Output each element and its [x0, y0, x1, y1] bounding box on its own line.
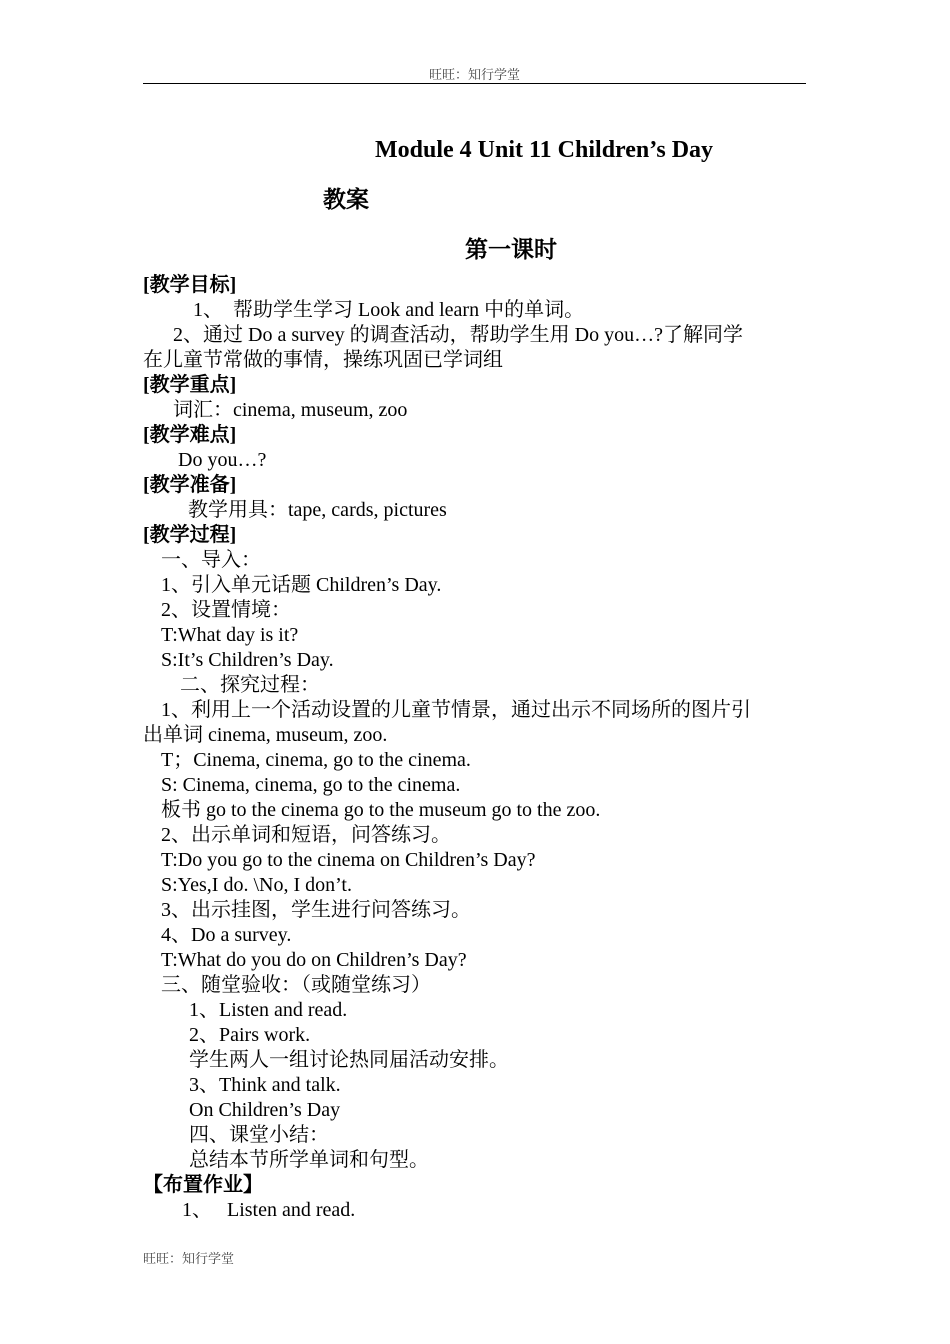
objective-item: 1、 帮助学生学习 Look and learn 中的单词。	[193, 299, 585, 321]
process-line: 板书 go to the cinema go to the museum go to the zoo.	[161, 799, 601, 821]
objectives-heading: [教学目标]	[143, 274, 237, 296]
process-line: T；Cinema, cinema, go to the cinema.	[161, 749, 471, 771]
process-line: 一、导入：	[161, 549, 261, 571]
preparation-text: 教学用具：tape, cards, pictures	[188, 499, 447, 521]
lesson-title: 第一课时	[465, 237, 557, 262]
process-line: 四、课堂小结：	[189, 1124, 329, 1146]
key-points-heading: [教学重点]	[143, 374, 237, 396]
process-line: 4、Do a survey.	[161, 924, 292, 946]
document-title: Module 4 Unit 11 Children’s Day	[375, 137, 714, 163]
process-line: 3、出示挂图，学生进行问答练习。	[161, 899, 471, 921]
process-line: 1、利用上一个活动设置的儿童节情景，通过出示不同场所的图片引	[161, 699, 751, 721]
preparation-heading: [教学准备]	[143, 474, 237, 496]
difficulties-text: Do you…?	[178, 449, 267, 471]
homework-heading: 【布置作业】	[143, 1174, 263, 1196]
process-line: 2、设置情境：	[161, 599, 291, 621]
process-line: On Children’s Day	[189, 1099, 341, 1121]
process-line: 1、Listen and read.	[189, 999, 348, 1021]
process-line: S: Cinema, cinema, go to the cinema.	[161, 774, 461, 796]
homework-item: 1、 Listen and read.	[182, 1199, 356, 1221]
page-header: 旺旺：知行学堂	[428, 68, 520, 83]
objective-item: 2、通过 Do a survey 的调查活动，帮助学生用 Do you…?了解同学	[173, 324, 743, 346]
process-line: 1、引入单元话题 Children’s Day.	[161, 574, 442, 596]
header-divider	[143, 83, 806, 84]
difficulties-heading: [教学难点]	[143, 424, 237, 446]
process-line: 总结本节所学单词和句型。	[189, 1149, 429, 1171]
process-line: T:Do you go to the cinema on Children’s Day?	[161, 849, 536, 871]
process-line: 二、探究过程：	[180, 674, 320, 696]
process-line: S:Yes,I do. \No, I don’t.	[161, 874, 352, 896]
process-line: T:What do you do on Children’s Day?	[161, 949, 467, 971]
process-line: 2、出示单词和短语，问答练习。	[161, 824, 451, 846]
process-line: T:What day is it?	[161, 624, 299, 646]
process-heading: [教学过程]	[143, 524, 237, 546]
key-points-text: 词汇：cinema, museum, zoo	[173, 399, 408, 421]
page-footer: 旺旺：知行学堂	[143, 1252, 235, 1267]
process-line: 学生两人一组讨论热同届活动安排。	[189, 1049, 509, 1071]
process-line: 三、随堂验收：（或随堂练习）	[161, 974, 431, 996]
document-subtitle: 教案	[323, 187, 369, 212]
process-line: 2、Pairs work.	[189, 1024, 311, 1046]
objective-item-continued: 在儿童节常做的事情，操练巩固已学词组	[143, 349, 503, 371]
process-line: 3、Think and talk.	[189, 1074, 341, 1096]
process-line: S:It’s Children’s Day.	[161, 649, 334, 671]
process-line: 出单词 cinema, museum, zoo.	[143, 724, 388, 746]
